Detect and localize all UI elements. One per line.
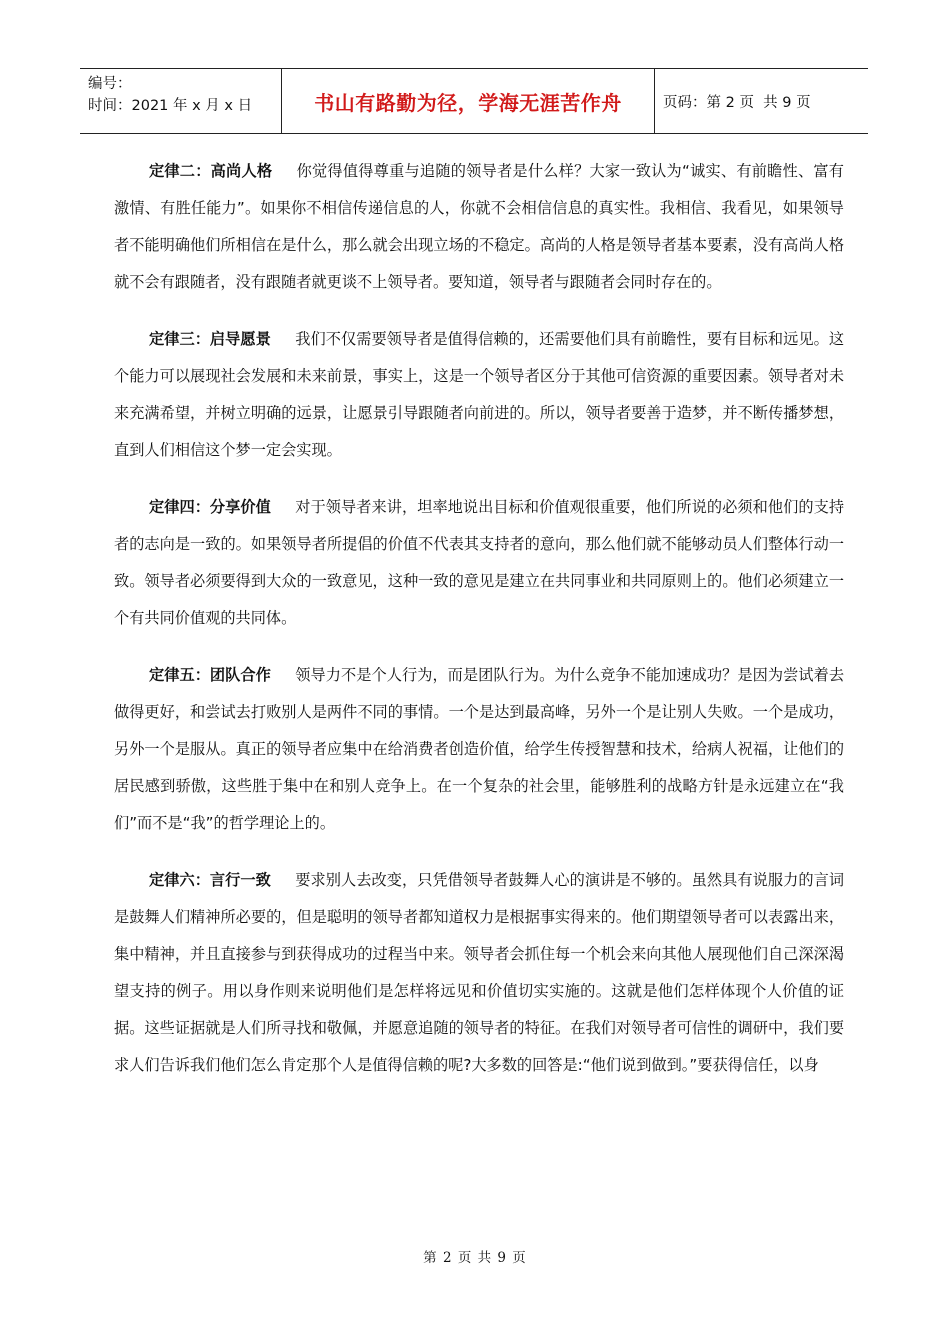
- footer-page-number: 第 2 页 共 9 页: [423, 1250, 527, 1266]
- law-title: 定律四：分享价值: [148, 498, 271, 516]
- header-page-cell: [655, 69, 868, 133]
- law-body: 对于领导者来讲，坦率地说出目标和价值观很重要，他们所说的必须和他们的支持者的志向是一致的。如果领导者所提倡的价值不代表其支持者的意向，那么他们就不能够动员人们整体行动一致。领导者必须要得到大众的一致意见，这种一致的意见是建立在共同事业和共同原则上的。他们必须建立一个有共同价值观的共同体。: [114, 498, 845, 627]
- law-title: 定律五：团队合作: [148, 666, 271, 684]
- law-section-5: [114, 657, 844, 842]
- law-section-6: [114, 862, 844, 1084]
- law-body: 你觉得值得尊重与追随的领导者是什么样？大家一致认为“诚实、有前瞻性、富有激情、有胜任能力”。如果你不相信传递信息的人，你就不会相信信息的真实性。我相信、我看见，如果领导者不能明确他们所相信在是什么，那么就会出现立场的不稳定。高尚的人格是领导者基本要素，没有高尚人格就不会有跟随者，没有跟随者就更谈不上领导者。要知道，领导者与跟随者会同时存在的。: [114, 162, 844, 291]
- page-header: [80, 68, 868, 134]
- law-section-4: [114, 489, 844, 637]
- law-title: 定律六：言行一致: [148, 871, 271, 889]
- law-body: 我们不仅需要领导者是值得信赖的，还需要他们具有前瞻性，要有目标和远见。这个能力可以展现社会发展和未来前景，事实上，这是一个领导者区分于其他可信资源的重要因素。领导者对未来充满希望，并树立明确的远景，让愿景引导跟随者向前进的。所以，领导者要善于造梦，并不断传播梦想，直到人们相信这个梦一定会实现。: [114, 330, 845, 459]
- header-motto-cell: [282, 69, 655, 133]
- law-title: 定律二：高尚人格: [148, 162, 273, 180]
- document-body: [114, 153, 844, 1104]
- law-body: 要求别人去改变，只凭借领导者鼓舞人心的演讲是不够的。虽然具有说服力的言词是鼓舞人们精神所必要的，但是聪明的领导者都知道权力是根据事实得来的。他们期望领导者可以表露出来，集中精神，并且直接参与到获得成功的过程当中来。领导者会抓住每一个机会来向其他人展现他们自己深深渴望支持的例子。用以身作则来说明他们是怎样将远见和价值切实实施的。这就是他们怎样体现个人价值的证据。这些证据就是人们所寻找和敬佩，并愿意追随的领导者的特征。在我们对领导者可信性的调研中，我们要求人们告诉我们他们怎么肯定那个人是值得信赖的呢?大多数的回答是:“他们说到做到。”要获得信任，以身: [114, 871, 845, 1074]
- document-date-label: 时间：2021 年 x 月 x 日: [88, 98, 253, 114]
- page-footer: [0, 1246, 950, 1266]
- header-meta-cell: [80, 69, 282, 133]
- law-body: 领导力不是个人行为，而是团队行为。为什么竞争不能加速成功？是因为尝试着去做得更好，和尝试去打败别人是两件不同的事情。一个是达到最高峰，另外一个是让别人失败。一个是成功，另外一个是服从。真正的领导者应集中在给消费者创造价值，给学生传授智慧和技术，给病人祝福，让他们的居民感到骄傲，这些胜于集中在和别人竞争上。在一个复杂的社会里，能够胜利的战略方针是永远建立在“我们”而不是“我”的哲学理论上的。: [114, 666, 845, 832]
- law-section-2: [114, 153, 844, 301]
- document-number-label: 编号：: [88, 76, 132, 92]
- law-section-3: [114, 321, 844, 469]
- header-motto: 书山有路勤为径，学海无涯苦作舟: [314, 90, 622, 115]
- law-title: 定律三：启导愿景: [148, 330, 271, 348]
- header-page-number: 页码：第 2 页 共 9 页: [663, 94, 811, 111]
